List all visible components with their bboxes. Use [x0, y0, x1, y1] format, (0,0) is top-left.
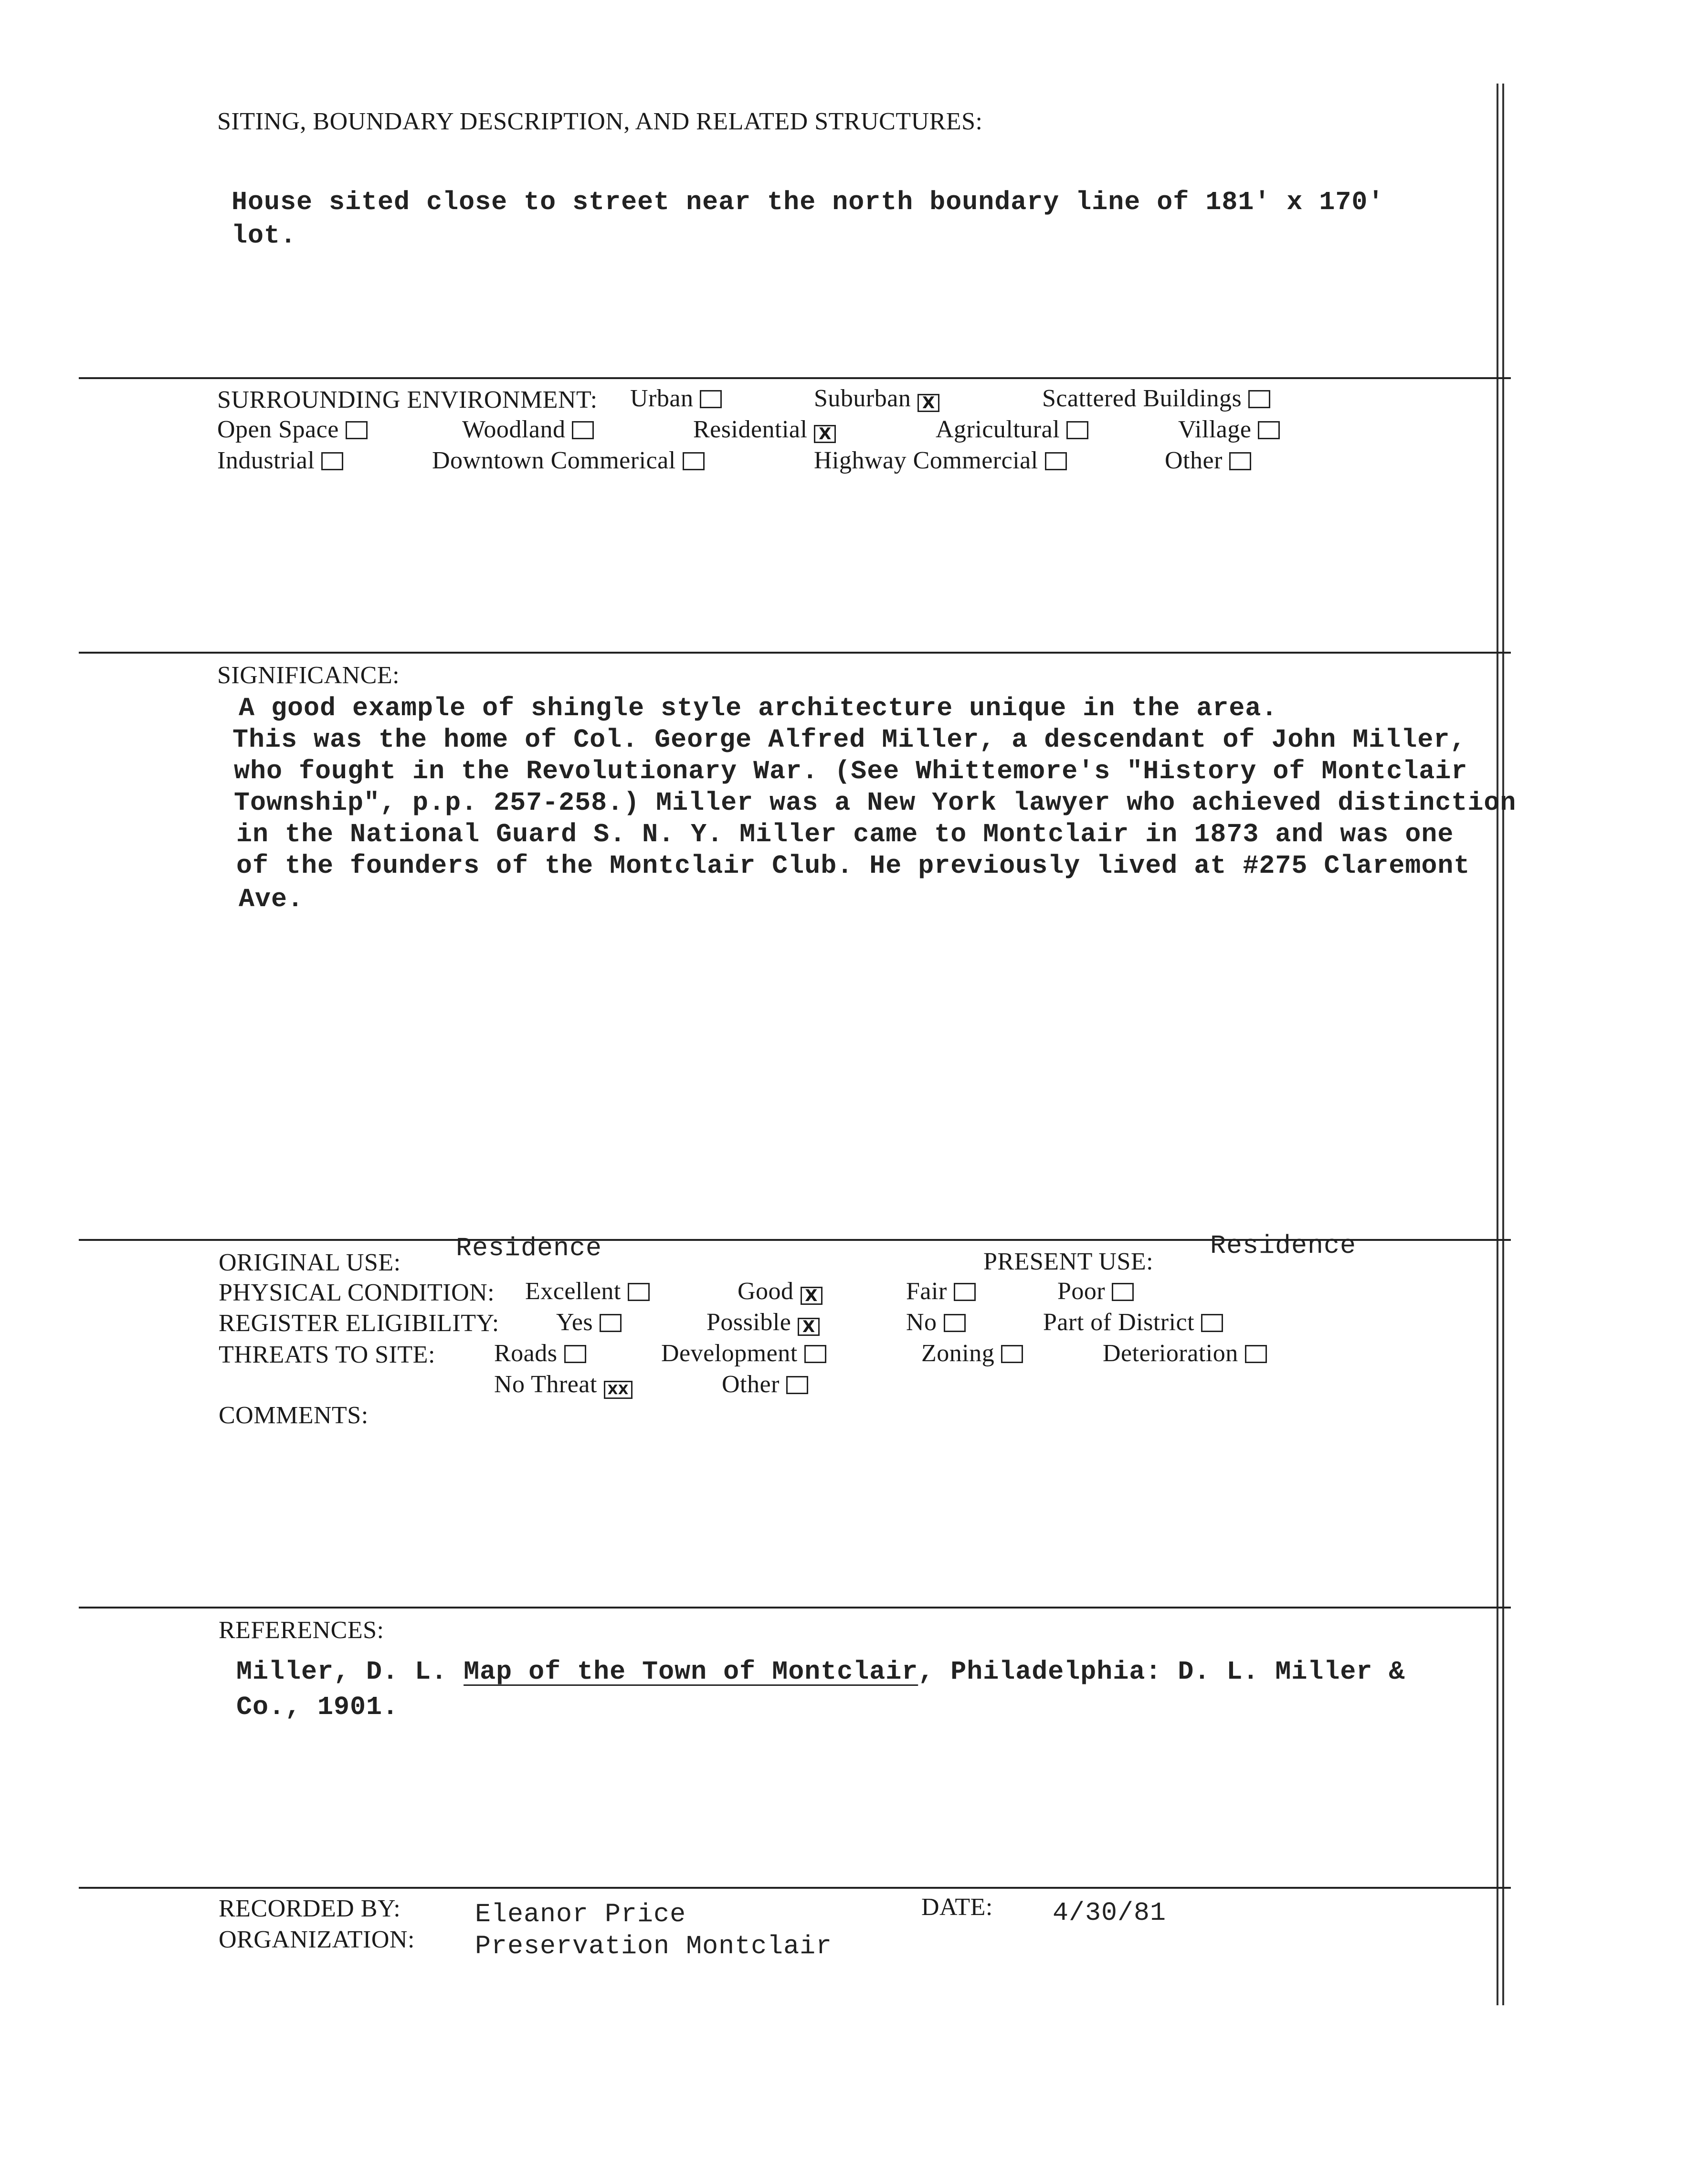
env-option-suburban: Suburban X	[814, 384, 939, 413]
env-option-downtown-commercial: Downtown Commerical	[432, 446, 705, 475]
env-option-residential: Residential X	[693, 415, 836, 444]
threat-option-deterioration: Deterioration	[1103, 1339, 1267, 1367]
present-use-value: Residence	[1210, 1231, 1357, 1261]
siting-heading: SITING, BOUNDARY DESCRIPTION, AND RELATED STRUCTURES:	[217, 108, 983, 135]
organization-label: ORGANIZATION:	[219, 1926, 415, 1953]
eligibility-option-part-of-district: Part of District	[1043, 1308, 1223, 1336]
env-checkbox-residential[interactable]: X	[814, 425, 836, 443]
threat-checkbox-no-threat[interactable]: XX	[604, 1381, 633, 1399]
eligibility-checkbox-possible[interactable]: X	[798, 1318, 820, 1336]
threat-option-roads: Roads	[494, 1339, 586, 1367]
significance-line-3: who fought in the Revolutionary War. (See Whittemore's "History of Montclair	[234, 756, 1468, 786]
threat-checkbox-development[interactable]	[804, 1345, 826, 1363]
condition-checkbox-fair[interactable]	[954, 1283, 976, 1301]
env-checkbox-suburban[interactable]: X	[917, 394, 939, 412]
significance-line-6: of the founders of the Montclair Club. He previously lived at #275 Claremont	[236, 851, 1470, 881]
reference-line-1	[236, 1657, 1405, 1687]
significance-line-1: A good example of shingle style architecture unique in the area.	[239, 693, 1278, 723]
significance-line-7: Ave.	[239, 884, 304, 914]
date-label: DATE:	[921, 1894, 993, 1921]
references-heading: REFERENCES:	[219, 1617, 384, 1644]
eligibility-checkbox-no[interactable]	[944, 1314, 966, 1332]
env-option-other: Other	[1165, 446, 1251, 475]
section-divider	[79, 377, 1511, 379]
condition-option-excellent: Excellent	[525, 1277, 650, 1305]
threat-checkbox-other[interactable]	[786, 1376, 808, 1394]
section-divider	[79, 652, 1511, 654]
env-option-agricultural: Agricultural	[936, 415, 1088, 444]
original-use-value: Residence	[456, 1233, 602, 1263]
threat-option-other: Other	[722, 1370, 808, 1398]
reference-publisher: , Philadelphia: D. L. Miller &	[918, 1657, 1405, 1687]
reference-author: Miller, D. L.	[236, 1657, 448, 1687]
condition-checkbox-excellent[interactable]	[628, 1283, 650, 1301]
env-checkbox-open-space[interactable]	[346, 421, 368, 439]
siting-line-1: House sited close to street near the north boundary line of 181' x 170'	[232, 187, 1384, 217]
reference-title: Map of the Town of Montclair	[464, 1657, 918, 1687]
env-option-scattered-buildings: Scattered Buildings	[1042, 384, 1270, 413]
right-border-line	[1497, 84, 1498, 2005]
env-checkbox-downtown-commercial[interactable]	[683, 452, 705, 470]
recorded-by-value: Eleanor Price	[475, 1899, 686, 1929]
condition-option-poor: Poor	[1057, 1277, 1134, 1305]
physical-condition-label: PHYSICAL CONDITION:	[219, 1279, 495, 1306]
eligibility-option-yes: Yes	[556, 1308, 622, 1336]
date-value: 4/30/81	[1053, 1898, 1167, 1928]
threat-option-no-threat: No Threat XX	[494, 1370, 633, 1399]
env-option-industrial: Industrial	[217, 446, 343, 475]
threat-option-development: Development	[661, 1339, 826, 1367]
present-use-label: PRESENT USE:	[983, 1248, 1154, 1275]
significance-line-5: in the National Guard S. N. Y. Miller came to Montclair in 1873 and was one	[236, 819, 1454, 849]
original-use-label: ORIGINAL USE:	[219, 1249, 401, 1276]
siting-line-2: lot.	[232, 221, 297, 251]
eligibility-checkbox-yes[interactable]	[600, 1314, 622, 1332]
env-option-open-space: Open Space	[217, 415, 368, 444]
condition-checkbox-good[interactable]: X	[801, 1287, 822, 1305]
recorded-by-label: RECORDED BY:	[219, 1895, 401, 1922]
organization-value: Preservation Montclair	[475, 1931, 833, 1961]
env-checkbox-scattered-buildings[interactable]	[1248, 390, 1270, 408]
condition-checkbox-poor[interactable]	[1112, 1283, 1134, 1301]
eligibility-option-possible: Possible X	[706, 1308, 820, 1336]
env-checkbox-highway-commercial[interactable]	[1045, 452, 1067, 470]
section-divider	[79, 1887, 1511, 1889]
env-checkbox-industrial[interactable]	[321, 452, 343, 470]
threat-checkbox-roads[interactable]	[564, 1345, 586, 1363]
env-option-highway-commercial: Highway Commercial	[814, 446, 1067, 475]
env-checkbox-agricultural[interactable]	[1066, 421, 1088, 439]
threat-checkbox-zoning[interactable]	[1001, 1345, 1023, 1363]
threat-option-zoning: Zoning	[921, 1339, 1023, 1367]
threat-checkbox-deterioration[interactable]	[1245, 1345, 1267, 1363]
reference-line-2: Co., 1901.	[236, 1692, 399, 1722]
significance-line-4: Township", p.p. 257-258.) Miller was a New York lawyer who achieved distinction	[234, 788, 1517, 818]
env-option-village: Village	[1178, 415, 1280, 444]
eligibility-checkbox-part-of-district[interactable]	[1201, 1314, 1223, 1332]
significance-line-2: This was the home of Col. George Alfred Miller, a descendant of John Miller,	[232, 725, 1466, 755]
condition-option-good: Good X	[738, 1277, 822, 1305]
comments-label: COMMENTS:	[219, 1402, 369, 1429]
eligibility-option-no: No	[906, 1308, 966, 1336]
env-checkbox-woodland[interactable]	[572, 421, 594, 439]
threats-label: THREATS TO SITE:	[219, 1341, 435, 1368]
env-checkbox-village[interactable]	[1258, 421, 1280, 439]
env-checkbox-urban[interactable]	[700, 390, 722, 408]
section-divider	[79, 1607, 1511, 1609]
env-checkbox-other[interactable]	[1229, 452, 1251, 470]
environment-heading: SURROUNDING ENVIRONMENT:	[217, 386, 598, 413]
register-eligibility-label: REGISTER ELIGIBILITY:	[219, 1310, 499, 1337]
condition-option-fair: Fair	[906, 1277, 976, 1305]
right-border-line-inner	[1502, 84, 1504, 2005]
significance-heading: SIGNIFICANCE:	[217, 662, 400, 689]
env-option-urban: Urban	[630, 384, 722, 413]
env-option-woodland: Woodland	[462, 415, 594, 444]
